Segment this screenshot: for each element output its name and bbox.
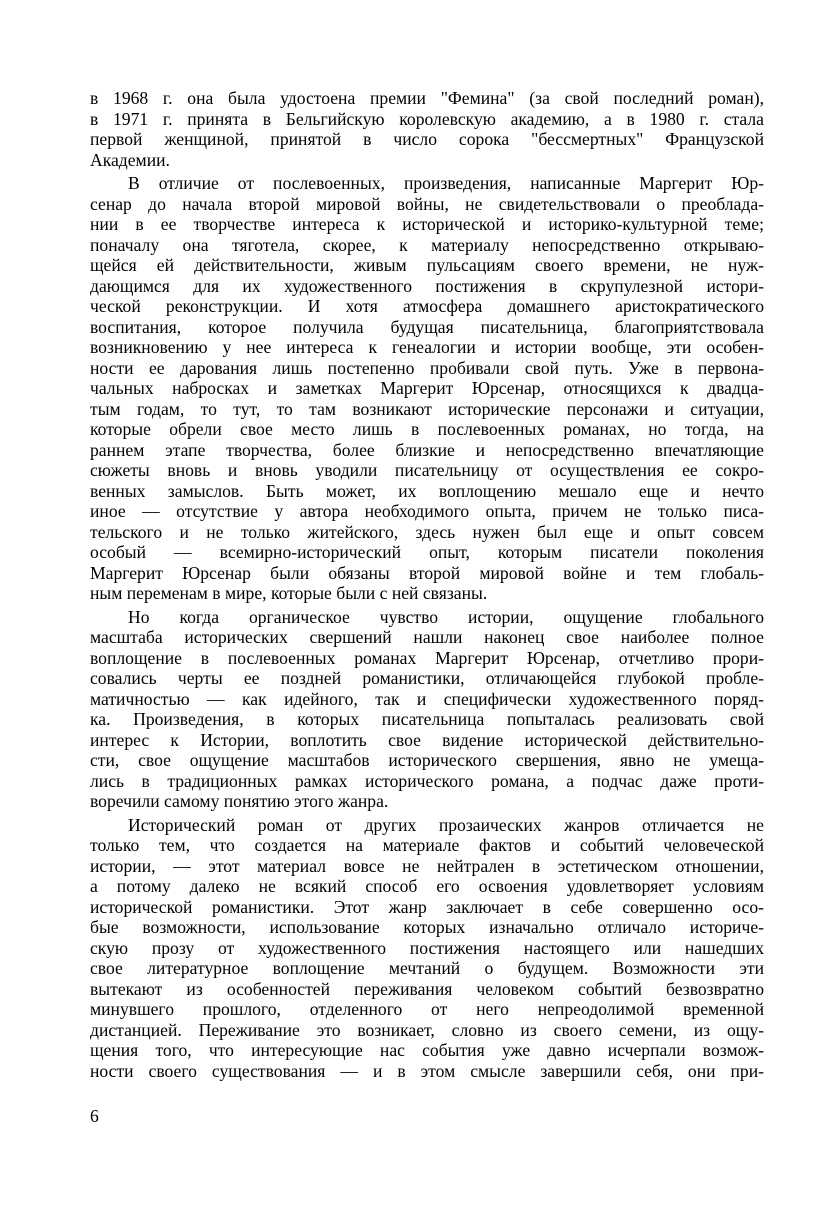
text-line: сенар до начала второй мировой войны, не свидетельствовали о преоблада- xyxy=(90,193,764,214)
text-line: воречили самому понятию этого жанра. xyxy=(90,791,389,811)
text-line: а потому далеко не всякий способ его освоения удовлетворяет условиям xyxy=(90,876,764,896)
text-line: совались черты ее поздней романистики, отличающейся глубокой пробле- xyxy=(90,668,764,688)
text-line: дающимся для их художественного постижения в скрупулезной истори- xyxy=(90,275,764,296)
text-line: в 1971 г. принята в Бельгийскую королевскую академию, а в 1980 г. стала xyxy=(90,108,764,129)
text-line: раннем этапе творчества, более близкие и непосредственно впечатляющие xyxy=(90,439,764,460)
text-line: ческой реконструкции. И хотя атмосфера домашнего аристократического xyxy=(90,296,764,316)
text-line: которые обрели свое место лишь в послевоенных романах, но тогда, на xyxy=(90,419,764,439)
text-line: матичностью — как идейного, так и специфически художественного поряд- xyxy=(90,688,764,709)
text-line: лись в традиционных рамках исторического романа, а подчас даже проти- xyxy=(90,770,764,791)
text-line: только тем, что создается на материале фактов и событий человеческой xyxy=(90,835,764,855)
text-line: чальных набросках и заметках Маргерит Юрсенар, относящихся к двадца- xyxy=(90,378,764,398)
text-line: венных замыслов. Быть может, их воплощению мешало еще и нечто xyxy=(90,480,764,501)
text-line: щения того, что интересующие нас события уже давно исчерпали возмож- xyxy=(90,1040,764,1060)
text-line: в 1968 г. она была удостоена премии "Фемина" (за свой последний роман), xyxy=(90,88,764,108)
paragraph-3 xyxy=(90,607,764,812)
text-line: вытекают из особенностей переживания человеком событий безвозвратно xyxy=(90,978,764,999)
text-line: ности своего существования — и в этом смысле завершили себя, они при- xyxy=(90,1060,764,1081)
page-body xyxy=(90,88,764,1081)
text-line: ным переменам в мире, которые были с ней связаны. xyxy=(90,583,488,603)
text-line: воспитания, которое получила будущая писательница, благоприятствовала xyxy=(90,316,764,337)
text-line: тельского и не только житейского, здесь нужен был еще и опыт совсем xyxy=(90,521,764,542)
text-line: воплощение в послевоенных романах Маргерит Юрсенар, отчетливо прори- xyxy=(90,647,764,668)
text-line: бые возможности, использование которых изначально отличало историче- xyxy=(90,917,764,937)
text-line: ка. Произведения, в которых писательница попыталась реализовать свой xyxy=(90,709,764,729)
text-line: скую прозу от художественного постижения настоящего или нашедших xyxy=(90,937,764,958)
text-line: иное — отсутствие у автора необходимого опыта, причем не только писа- xyxy=(90,501,764,521)
text-line: Маргерит Юрсенар были обязаны второй мировой войне и тем глобаль- xyxy=(90,562,764,583)
text-line: истории, — этот материал вовсе не нейтрален в эстетическом отношении, xyxy=(90,855,764,876)
text-line: свое литературное воплощение мечтаний о будущем. Возможности эти xyxy=(90,958,764,978)
paragraph-4 xyxy=(90,815,764,1082)
text-line: сти, свое ощущение масштабов исторического свершения, явно не умеща- xyxy=(90,750,764,770)
text-line: особый — всемирно-исторический опыт, которым писатели поколения xyxy=(90,542,764,562)
text-line: первой женщиной, принятой в число сорока "бессмертных" Французской xyxy=(90,129,764,149)
paragraph-1 xyxy=(90,88,764,170)
text-line: дистанцией. Переживание это возникает, словно из своего семени, из ощу- xyxy=(90,1019,764,1040)
page-number: 6 xyxy=(90,1106,99,1126)
text-line: ности ее дарования лишь постепенно пробивали свой путь. Уже в первона- xyxy=(90,357,764,378)
paragraph-2 xyxy=(90,173,764,604)
text-line: Академии. xyxy=(90,149,170,170)
text-line: масштаба исторических свершений нашли наконец свое наиболее полное xyxy=(90,627,764,647)
text-line: интерес к Истории, воплотить свое видение исторической действительно- xyxy=(90,729,764,750)
text-line: минувшего прошлого, отделенного от него непреодолимой временной xyxy=(90,999,764,1019)
text-line: щейся ей действительности, живым пульсациям своего времени, не нуж- xyxy=(90,255,764,275)
text-line: возникновению у нее интереса к генеалогии и истории вообще, эти особен- xyxy=(90,337,764,357)
text-line: исторической романистики. Этот жанр заключает в себе совершенно осо- xyxy=(90,896,764,917)
text-line: В отличие от послевоенных, произведения, написанные Маргерит Юр- xyxy=(128,173,764,193)
text-line: сюжеты вновь и вновь уводили писательницу от осуществления ее сокро- xyxy=(90,460,764,480)
text-line: Но когда органическое чувство истории, ощущение глобального xyxy=(128,606,764,627)
text-line: нии в ее творчестве интереса к исторической и историко-культурной теме; xyxy=(90,214,764,234)
text-line: поначалу она тяготела, скорее, к материалу непосредственно открываю- xyxy=(90,234,764,255)
text-line: Исторический роман от других прозаических жанров отличается не xyxy=(128,814,764,835)
text-line: тым годам, то тут, то там возникают исторические персонажи и ситуации, xyxy=(90,398,764,419)
